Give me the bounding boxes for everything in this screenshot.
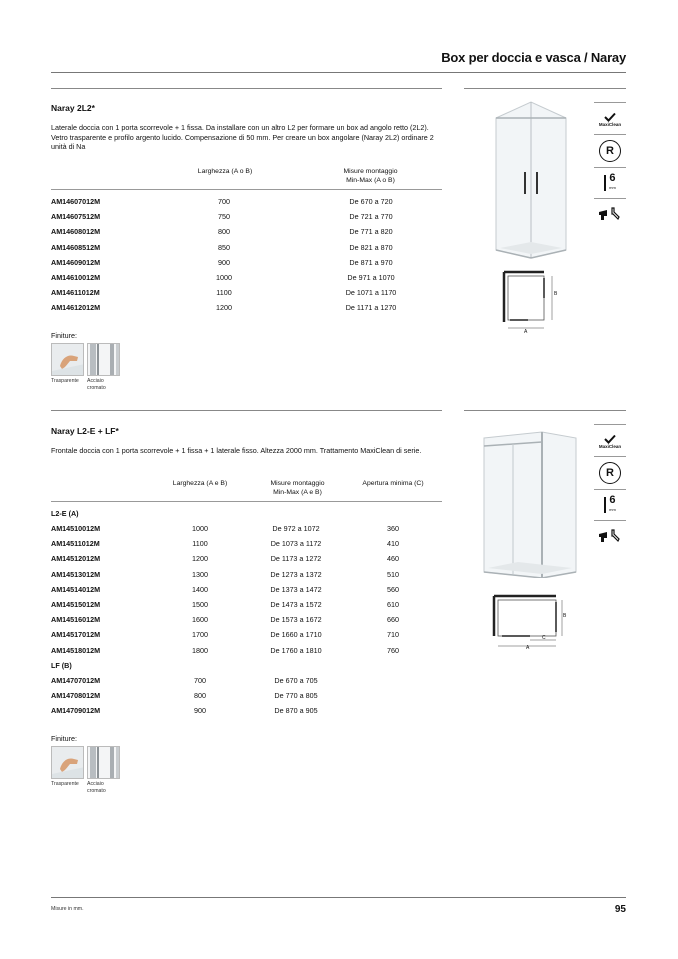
table-row bbox=[51, 691, 442, 706]
icon-sep bbox=[594, 489, 626, 490]
range-cell: De 821 a 870 bbox=[349, 242, 393, 252]
section1-finish1-label: Trasparente bbox=[51, 378, 79, 384]
section2-finiture-label: Finiture: bbox=[51, 734, 77, 743]
section2-col-range bbox=[250, 480, 345, 497]
table-row bbox=[51, 212, 442, 227]
width-cell: 1100 bbox=[216, 288, 232, 298]
range-cell: De 721 a 770 bbox=[349, 212, 393, 222]
opening-cell: 460 bbox=[387, 554, 399, 564]
section2-group2-label: LF (B) bbox=[51, 661, 72, 670]
range-cell: De 1573 a 1672 bbox=[270, 615, 322, 625]
section2-finish1-label: Trasparente bbox=[51, 781, 79, 787]
icon-sep bbox=[594, 456, 626, 457]
chrome-steel-swatch bbox=[87, 746, 120, 779]
table-row bbox=[51, 197, 442, 212]
range-cell: De 670 a 705 bbox=[274, 676, 318, 685]
plan2-label-b: B bbox=[563, 613, 567, 619]
width-cell: 750 bbox=[218, 212, 230, 222]
table-row bbox=[51, 524, 442, 539]
section2-finish2-line2: cromato bbox=[87, 787, 106, 794]
range-cell: De 771 a 820 bbox=[349, 227, 393, 237]
width-cell: 850 bbox=[218, 242, 230, 252]
reversible-letter: R bbox=[599, 462, 621, 484]
maxiclean-label: MaxiClean bbox=[598, 121, 622, 127]
width-cell: 900 bbox=[194, 706, 206, 716]
page-title: Box per doccia e vasca / Naray bbox=[441, 50, 626, 65]
table-row bbox=[51, 554, 442, 569]
maxiclean-icon bbox=[594, 427, 626, 455]
section2-col-range-line2: Min-Max (A e B) bbox=[273, 488, 322, 496]
section1-col-range-line2: Min-Max (A o B) bbox=[346, 176, 395, 184]
transparent-glass-swatch bbox=[51, 746, 84, 779]
width-cell: 1100 bbox=[192, 539, 208, 549]
product-code: AM14607012M bbox=[51, 197, 101, 206]
section2-feature-icons bbox=[594, 424, 626, 550]
section2-finish2-line1: Acciaio bbox=[87, 781, 104, 787]
opening-cell: 360 bbox=[387, 524, 399, 533]
product-code: AM14708012M bbox=[51, 691, 101, 701]
width-cell: 1200 bbox=[216, 303, 232, 313]
thickness-value: 6 bbox=[609, 494, 616, 506]
section1-description: Laterale doccia con 1 porta scorrevole + 1 fissa. Da installare con un altro L2 per formare un box ad angolo retto (2L2). Vetro trasparente e profilo argento lucido. Compensazione di 50 mm. Per creare un box angolare (Naray 2L2) ordinare 2 unità di Na bbox=[51, 123, 434, 151]
product-code: AM14516012M bbox=[51, 615, 101, 625]
product-code: AM14514012M bbox=[51, 584, 101, 594]
plan2-label-c: C bbox=[542, 635, 546, 641]
product-code: AM14513012M bbox=[51, 569, 101, 579]
page-number: 95 bbox=[614, 904, 626, 915]
product-code: AM14518012M bbox=[51, 645, 101, 655]
icon-sep bbox=[594, 424, 626, 425]
width-cell: 700 bbox=[194, 676, 206, 685]
maxiclean-icon bbox=[594, 105, 626, 133]
naray-l2e-lf-plan-diagram bbox=[490, 592, 570, 650]
product-code: AM14515012M bbox=[51, 600, 101, 609]
range-cell: De 972 a 1072 bbox=[272, 524, 320, 533]
width-cell: 1600 bbox=[192, 615, 208, 625]
table-row bbox=[51, 570, 442, 585]
section1-finish2-line2: cromato bbox=[87, 384, 106, 391]
plan2-label-a: A bbox=[526, 645, 530, 651]
range-cell: De 1760 a 1810 bbox=[270, 645, 322, 655]
thickness-unit: mm bbox=[609, 507, 616, 512]
footer-rule bbox=[51, 897, 626, 898]
table-row bbox=[51, 615, 442, 630]
range-cell: De 1171 a 1270 bbox=[345, 303, 397, 313]
thickness-unit: mm bbox=[609, 185, 616, 190]
width-cell: 1000 bbox=[192, 524, 208, 533]
section2-top-rule bbox=[51, 410, 442, 411]
thickness-value: 6 bbox=[609, 172, 616, 184]
product-code: AM14511012M bbox=[51, 539, 100, 549]
transparent-glass-swatch bbox=[51, 343, 84, 376]
product-code: AM14512012M bbox=[51, 554, 101, 564]
section1-top-rule bbox=[51, 88, 442, 89]
product-code: AM14707012M bbox=[51, 676, 101, 685]
range-cell: De 1373 a 1472 bbox=[270, 584, 322, 594]
range-cell: De 1273 a 1372 bbox=[270, 569, 322, 579]
width-cell: 900 bbox=[218, 257, 230, 267]
icon-sep bbox=[594, 102, 626, 103]
table-row bbox=[51, 630, 442, 645]
width-cell: 1400 bbox=[192, 584, 208, 594]
range-cell: De 871 a 970 bbox=[349, 257, 393, 267]
header-rule bbox=[51, 72, 626, 73]
table-row bbox=[51, 585, 442, 600]
table-row bbox=[51, 676, 442, 691]
section2-group1-label: L2-E (A) bbox=[51, 509, 79, 518]
width-cell: 700 bbox=[218, 197, 230, 206]
section1-col-width: Larghezza (A o B) bbox=[197, 168, 253, 175]
naray-l2e-lf-photo bbox=[478, 428, 578, 578]
reversible-icon bbox=[594, 458, 626, 488]
section2-right-rule bbox=[464, 410, 626, 411]
glass-thickness-icon bbox=[594, 491, 626, 519]
section1-finish2-label bbox=[87, 378, 106, 391]
section2-finish2-label bbox=[87, 781, 106, 794]
range-cell: De 1073 a 1172 bbox=[270, 539, 322, 549]
reversible-icon bbox=[594, 136, 626, 166]
width-cell: 1500 bbox=[192, 600, 208, 609]
section2-description: Frontale doccia con 1 porta scorrevole + 1 fissa + 1 laterale fisso. Altezza 2000 mm. Trattamento MaxiClean di serie. bbox=[51, 446, 422, 455]
table-row bbox=[51, 539, 442, 554]
product-code: AM14607512M bbox=[51, 212, 101, 222]
range-cell: De 770 a 805 bbox=[274, 691, 318, 701]
table-row bbox=[51, 303, 442, 318]
icon-sep bbox=[594, 198, 626, 199]
product-code: AM14709012M bbox=[51, 706, 101, 716]
chrome-steel-swatch bbox=[87, 343, 120, 376]
section1-header-rule bbox=[51, 189, 442, 190]
section1-col-range bbox=[323, 168, 418, 185]
table-row bbox=[51, 258, 442, 273]
width-cell: 1700 bbox=[192, 630, 208, 640]
table-row bbox=[51, 600, 442, 615]
table-row bbox=[51, 706, 442, 721]
section1-finish2-line1: Acciaio bbox=[87, 378, 104, 384]
table-row bbox=[51, 273, 442, 288]
icon-sep bbox=[594, 134, 626, 135]
product-code: AM14611012M bbox=[51, 288, 100, 298]
opening-cell: 660 bbox=[387, 615, 399, 625]
shower-bath-icon bbox=[594, 522, 626, 550]
range-cell: De 870 a 905 bbox=[274, 706, 318, 716]
product-code: AM14612012M bbox=[51, 303, 101, 313]
plan1-label-a: A bbox=[524, 329, 528, 335]
table-row bbox=[51, 288, 442, 303]
width-cell: 800 bbox=[218, 227, 230, 237]
section1-title: Naray 2L2* bbox=[51, 103, 95, 113]
product-code: AM14608512M bbox=[51, 242, 101, 252]
range-cell: De 1071 a 1170 bbox=[345, 288, 397, 298]
section2-col-opening: Apertura minima (C) bbox=[362, 480, 424, 487]
width-cell: 1000 bbox=[216, 273, 232, 282]
shower-bath-icon bbox=[594, 200, 626, 228]
opening-cell: 410 bbox=[387, 539, 399, 549]
section1-right-rule bbox=[464, 88, 626, 89]
width-cell: 1200 bbox=[192, 554, 208, 564]
product-code: AM14517012M bbox=[51, 630, 101, 640]
range-cell: De 1173 a 1272 bbox=[270, 554, 322, 564]
range-cell: De 971 a 1070 bbox=[347, 273, 395, 282]
range-cell: De 670 a 720 bbox=[349, 197, 393, 206]
plan1-label-b: B bbox=[554, 291, 558, 297]
section2-header-rule bbox=[51, 501, 442, 502]
product-code: AM14510012M bbox=[51, 524, 101, 533]
section2-col-width: Larghezza (A e B) bbox=[172, 480, 228, 487]
product-code: AM14610012M bbox=[51, 273, 101, 282]
table-row bbox=[51, 227, 442, 242]
section1-finiture-label: Finiture: bbox=[51, 331, 77, 340]
opening-cell: 760 bbox=[387, 645, 399, 655]
opening-cell: 610 bbox=[387, 600, 399, 609]
icon-sep bbox=[594, 167, 626, 168]
naray-2l2-plan-diagram bbox=[500, 268, 562, 336]
opening-cell: 710 bbox=[387, 630, 399, 640]
table-row bbox=[51, 243, 442, 258]
glass-thickness-icon bbox=[594, 169, 626, 197]
icon-sep bbox=[594, 520, 626, 521]
table-row bbox=[51, 646, 442, 661]
product-code: AM14608012M bbox=[51, 227, 101, 237]
section1-feature-icons bbox=[594, 102, 626, 228]
naray-2l2-photo bbox=[486, 100, 572, 260]
section2-title: Naray L2-E + LF* bbox=[51, 426, 119, 436]
opening-cell: 510 bbox=[387, 569, 399, 579]
reversible-letter: R bbox=[599, 140, 621, 162]
section2-col-range-line1: Misure montaggio bbox=[270, 480, 325, 487]
range-cell: De 1473 a 1572 bbox=[270, 600, 322, 609]
maxiclean-label: MaxiClean bbox=[598, 443, 622, 449]
footer-note: Misure in mm. bbox=[51, 906, 84, 912]
width-cell: 1300 bbox=[192, 569, 208, 579]
product-code: AM14609012M bbox=[51, 257, 101, 267]
opening-cell: 560 bbox=[387, 584, 399, 594]
range-cell: De 1660 a 1710 bbox=[270, 630, 322, 640]
width-cell: 1800 bbox=[192, 645, 208, 655]
section1-col-range-line1: Misure montaggio bbox=[343, 168, 398, 175]
width-cell: 800 bbox=[194, 691, 206, 701]
